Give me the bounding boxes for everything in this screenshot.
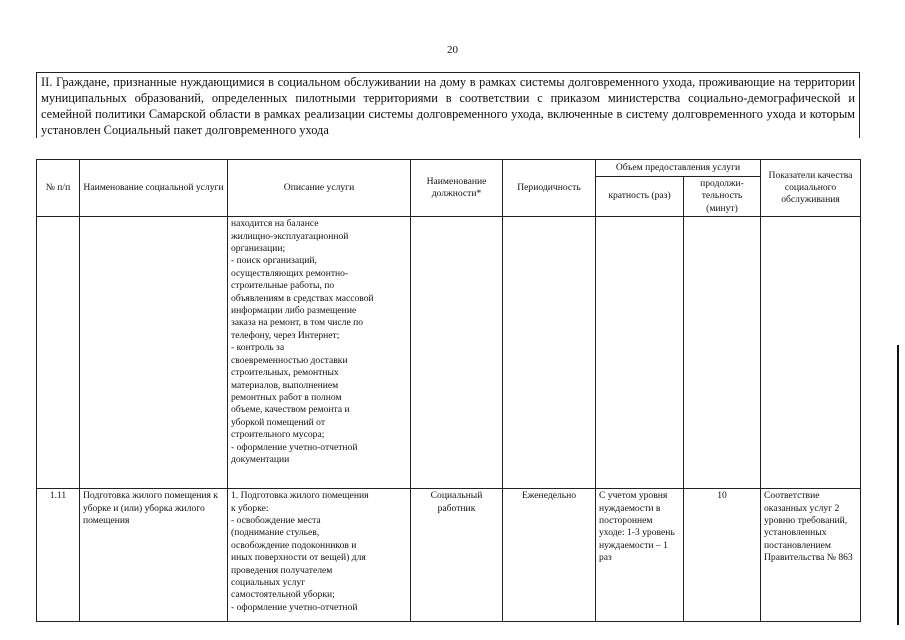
description-line: информации либо размещение	[231, 305, 357, 317]
description-line: иных поверхности от вещей) для	[231, 552, 366, 564]
header-periodicity: Периодичность	[503, 160, 596, 217]
description-line: строительных, ремонтных	[231, 367, 339, 379]
scan-edge-line	[897, 345, 899, 625]
header-position: Наименование должности*	[411, 160, 503, 217]
description-line: - освобождение места	[231, 515, 321, 527]
description-line: - контроль за	[231, 342, 285, 354]
description-line: документации	[231, 453, 290, 465]
description-line: объеме, качеством ремонта и	[231, 404, 350, 416]
header-duration: продолжи-тельность (минут)	[684, 177, 761, 217]
description-line: телефону, через Интернет;	[231, 329, 340, 341]
description-line: - поиск организаций,	[231, 255, 317, 267]
row-num: 1.11	[37, 489, 80, 622]
row-duration: 10	[684, 489, 761, 622]
description-line: заказа на ремонт, в том числе по	[231, 317, 364, 329]
description-line: социальных услуг	[231, 577, 306, 589]
table-row	[37, 489, 861, 622]
description-line: уборкой помещений от	[231, 416, 326, 428]
description-line: самостоятельной уборки;	[231, 589, 335, 601]
header-quality: Показатели качества социального обслуживания	[761, 160, 861, 217]
row-quality: Соответствие оказанных услуг 2 уровню требований, установленных постановлением Правительства № 863	[761, 489, 861, 622]
row-description	[228, 489, 411, 622]
description-line: строительного мусора;	[231, 429, 325, 441]
row-periodicity: Еженедельно	[503, 489, 596, 622]
header-volume: Объем предоставления услуги	[596, 160, 761, 177]
table-row-continuation	[37, 217, 861, 489]
description-line: жилищно-эксплуатационной	[231, 230, 349, 242]
continuation-description	[228, 217, 411, 489]
header-row-1	[37, 160, 861, 177]
description-line: организации;	[231, 243, 286, 255]
description-line: строительные работы, по	[231, 280, 335, 292]
description-line: 1. Подготовка жилого помещения	[231, 490, 369, 502]
header-description: Описание услуги	[228, 160, 411, 217]
row-service-name: Подготовка жилого помещения к уборке и (или) уборка жилого помещения	[80, 489, 228, 622]
section-heading: II. Граждане, признанные нуждающимися в социальном обслуживании на дому в рамках системы долговременного ухода, проживающие на территории муниципальных образований, определенных пилотными территориями в соответствии с приказом министерства социально-демографической и семейной политики Самарской области в рамках реализации системы долговременного ухода, включенные в систему долговременного ухода и которым установлен Социальный пакет долговременного ухода	[36, 72, 860, 138]
page-number: 20	[447, 44, 458, 56]
header-service-name: Наименование социальной услуги	[80, 160, 228, 217]
description-line: материалов, выполнением	[231, 379, 339, 391]
services-table	[36, 159, 861, 622]
row-multiplicity: С учетом уровня нуждаемости в постороннем уходе: 1-3 уровень нуждаемости – 1 раз	[596, 489, 684, 622]
description-line: осуществляющих ремонтно-	[231, 267, 349, 279]
description-line: ремонтных работ в полном	[231, 391, 342, 403]
description-line: - оформление учетно-отчетной	[231, 441, 358, 453]
description-line: объявлениям в средствах массовой	[231, 292, 374, 304]
description-line: освобождение подоконников и	[231, 539, 357, 551]
description-line: к уборке:	[231, 502, 269, 514]
header-num: № п/п	[37, 160, 80, 217]
description-line: находится на балансе	[231, 218, 319, 230]
header-multiplicity: кратность (раз)	[596, 177, 684, 217]
description-line: проведения получателем	[231, 564, 333, 576]
row-position: Социальный работник	[411, 489, 503, 622]
description-line: своевременностью доставки	[231, 354, 348, 366]
description-line: - оформление учетно-отчетной	[231, 601, 358, 613]
description-line: (поднимание стульев,	[231, 527, 320, 539]
